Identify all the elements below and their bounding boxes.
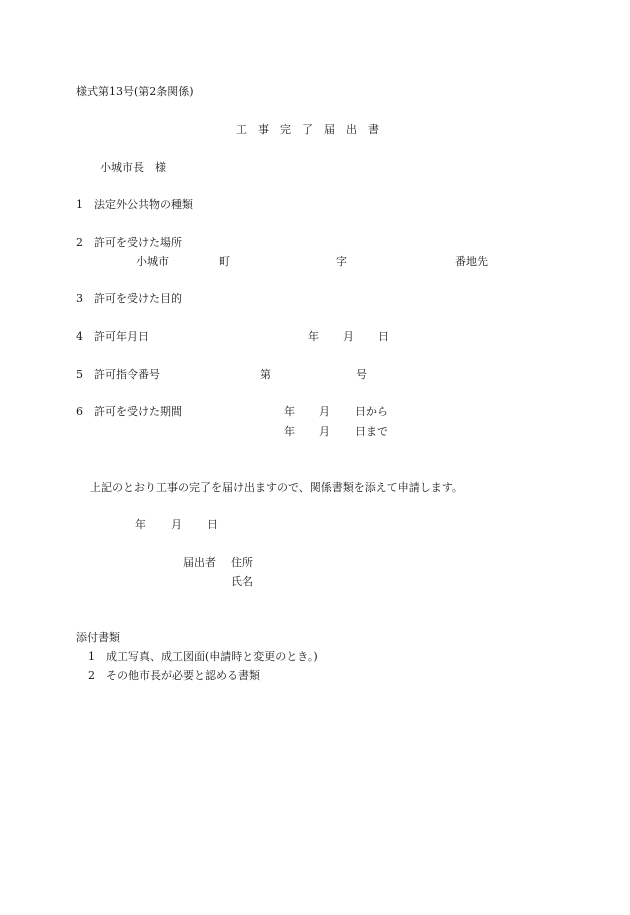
item2-label: 2 許可を受けた場所 bbox=[76, 236, 182, 249]
attachment-item-2: 2 その他市長が必要と認める書類 bbox=[88, 669, 260, 682]
notifier-name-label: 氏名 bbox=[231, 575, 253, 588]
item6-to-year: 年 bbox=[284, 425, 295, 438]
attachment-item-1: 1 成工写真、成工図面(申請時と変更のとき。) bbox=[88, 650, 318, 663]
item6-from-month: 月 bbox=[319, 405, 330, 418]
date-day: 日 bbox=[207, 518, 218, 531]
addressee: 小城市長 様 bbox=[100, 161, 166, 174]
item4-label: 4 許可年月日 bbox=[76, 330, 149, 343]
notifier-address-label: 住所 bbox=[231, 556, 253, 569]
date-year: 年 bbox=[135, 518, 146, 531]
item6-to-month: 月 bbox=[319, 425, 330, 438]
item5-dai: 第 bbox=[260, 368, 271, 381]
date-month: 月 bbox=[171, 518, 182, 531]
document-title: 工 事 完 了 届 出 書 bbox=[236, 123, 379, 136]
attachments-heading: 添付書類 bbox=[76, 631, 120, 644]
item5-label: 5 許可指令番号 bbox=[76, 368, 160, 381]
item4-day: 日 bbox=[378, 330, 389, 343]
form-number: 様式第13号(第2条関係) bbox=[76, 85, 194, 98]
item2-banchi: 番地先 bbox=[455, 255, 488, 268]
item6-to-day: 日まで bbox=[355, 425, 388, 438]
statement: 上記のとおり工事の完了を届け出ますので、関係書類を添えて申請します。 bbox=[90, 481, 463, 494]
item2-city: 小城市 bbox=[136, 255, 169, 268]
item4-year: 年 bbox=[308, 330, 319, 343]
item5-go: 号 bbox=[356, 368, 367, 381]
item3-label: 3 許可を受けた目的 bbox=[76, 292, 182, 305]
item1-label: 1 法定外公共物の種類 bbox=[76, 198, 193, 211]
item6-from-day: 日から bbox=[355, 405, 388, 418]
item2-town: 町 bbox=[219, 255, 230, 268]
item6-label: 6 許可を受けた期間 bbox=[76, 405, 182, 418]
item4-month: 月 bbox=[343, 330, 354, 343]
item2-aza: 字 bbox=[336, 255, 347, 268]
item6-from-year: 年 bbox=[284, 405, 295, 418]
notifier-label: 届出者 bbox=[183, 556, 216, 569]
